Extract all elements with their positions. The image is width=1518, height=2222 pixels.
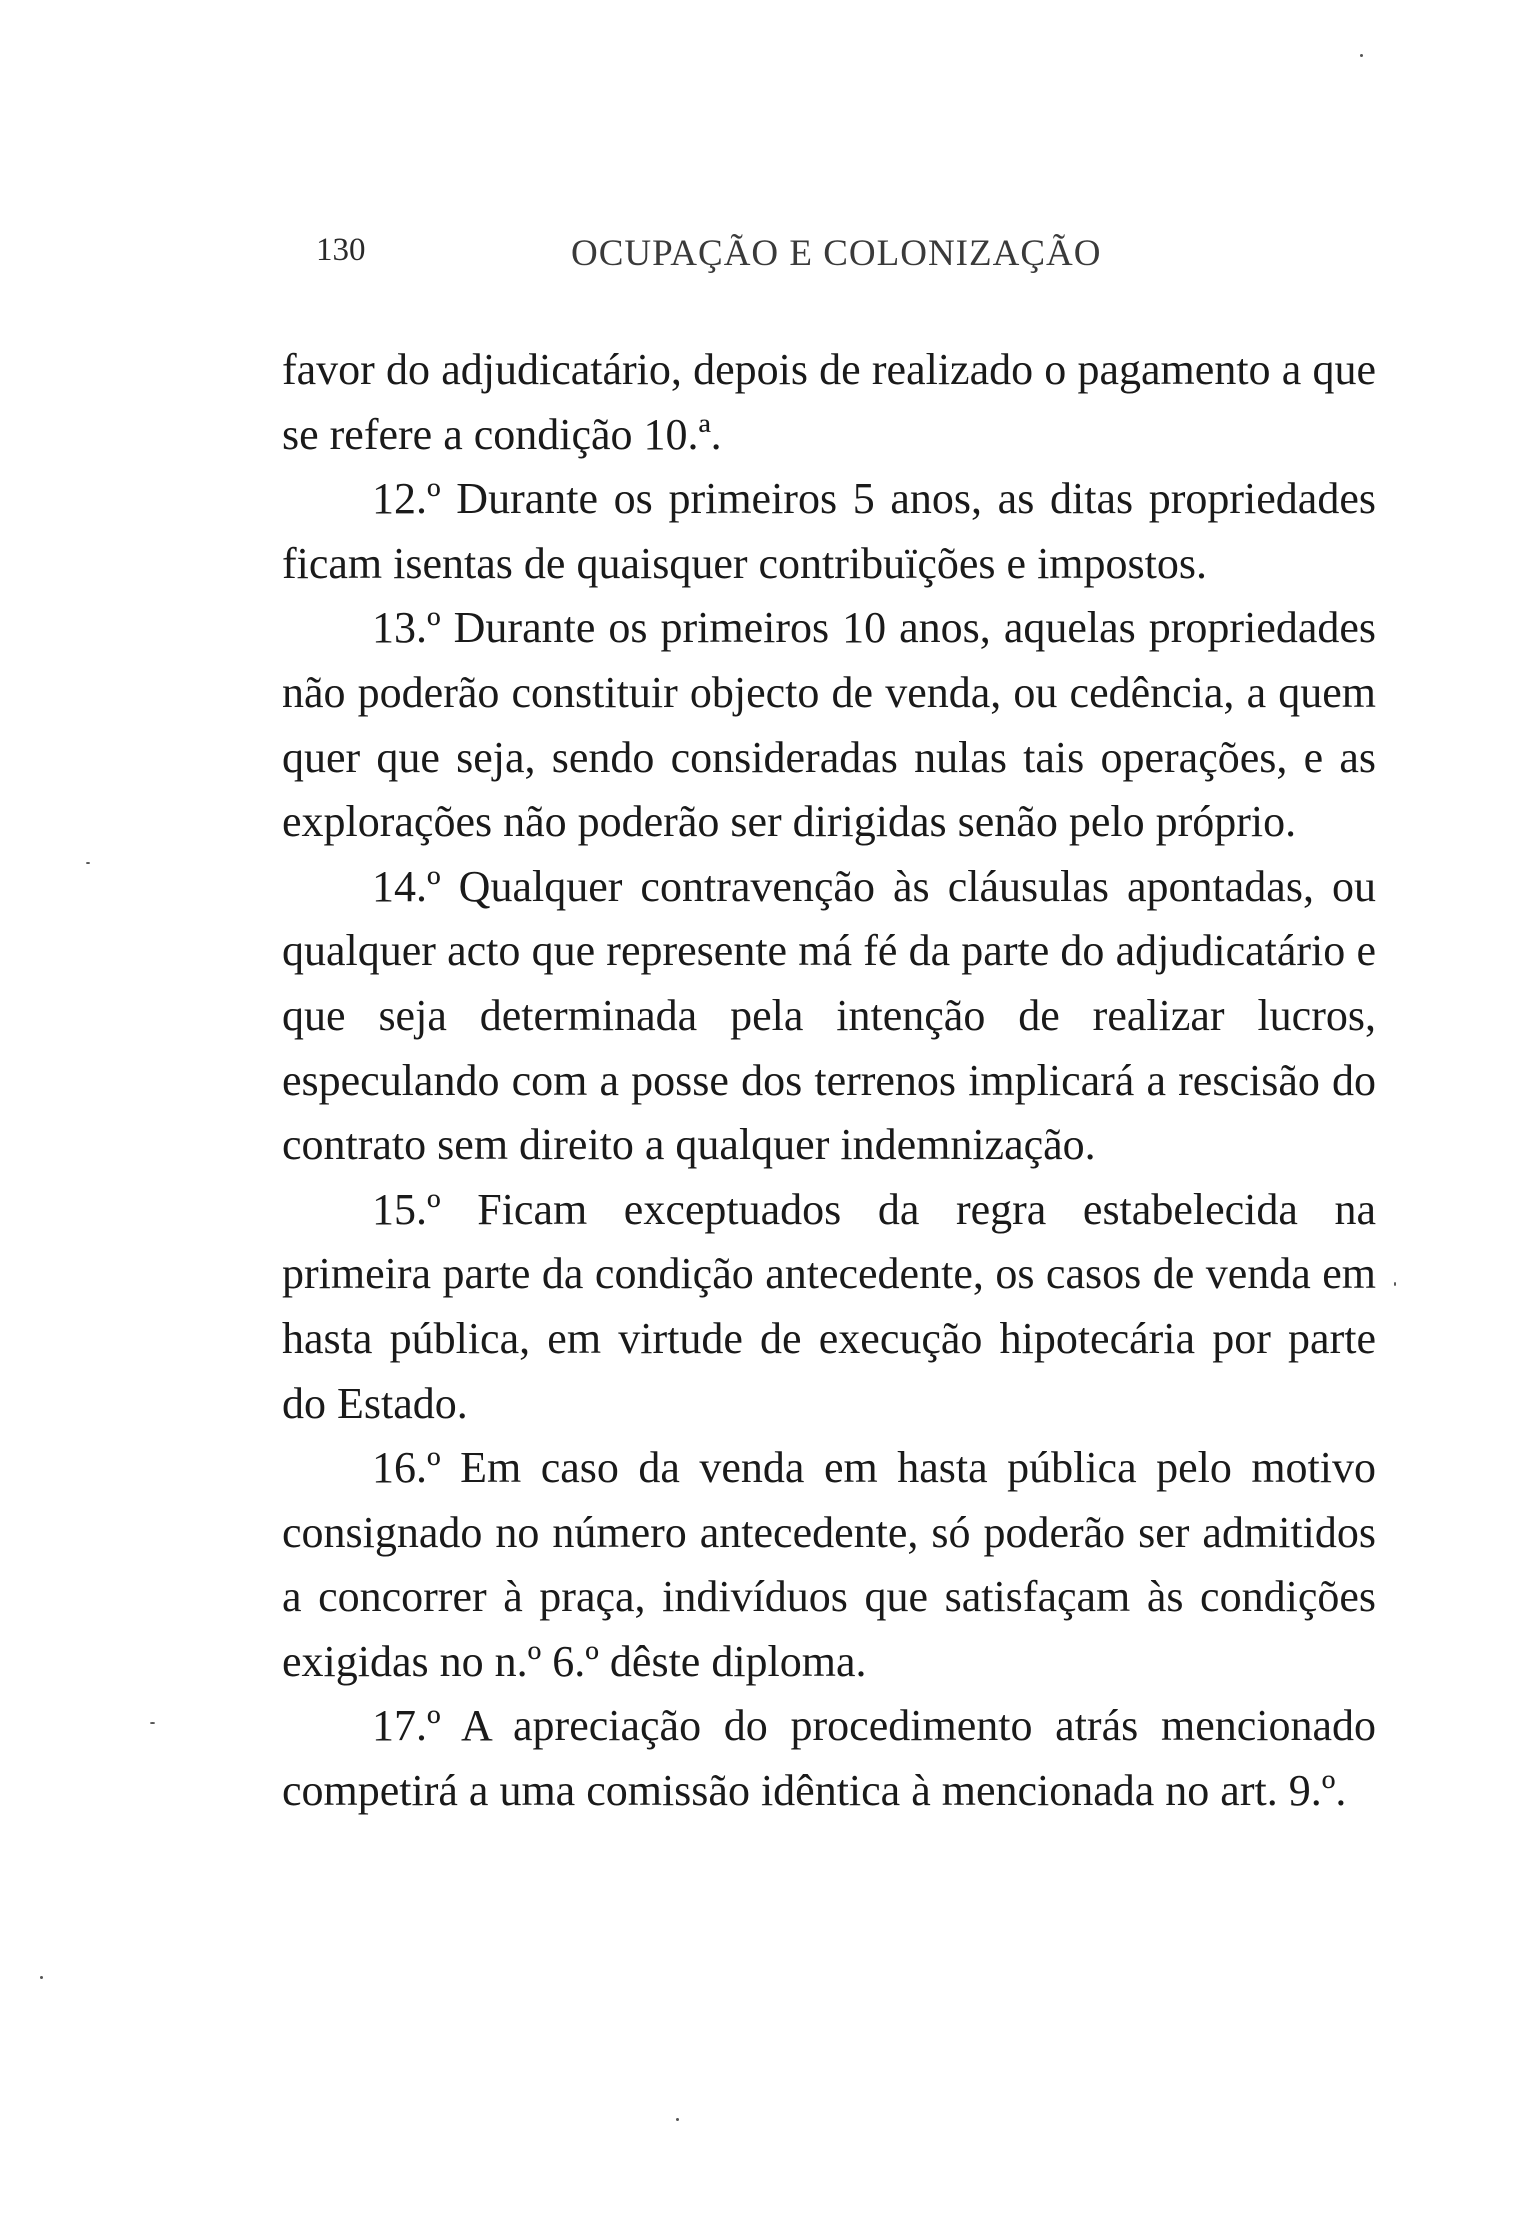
paragraph-condition-13: 13.º Durante os primeiros 10 anos, aquelas propriedades não poderão constituir objecto de venda, ou cedência, a quem quer que seja, sendo consideradas nulas tais operações, e as explorações não poderão ser dirigidas senão pelo próprio. <box>282 603 1376 847</box>
scan-speck <box>150 1722 155 1724</box>
paragraph-condition-17: 17.º A apreciação do procedimento atrás mencionado competirá a uma comissão idêntica à mencionada no art. 9.º. <box>282 1701 1376 1816</box>
paragraph-condition-16: 16.º Em caso da venda em hasta pública pelo motivo consignado no número antecedente, só poderão ser admitidos a concorrer à praça, indivíduos que satisfaçam às condições exigidas no n.º 6.º dêste diploma. <box>282 1443 1376 1686</box>
scan-speck <box>40 1976 43 1979</box>
paragraph-continuation: favor do adjudicatário, depois de realizado o pagamento a que se refere a condição 10.ª. <box>282 345 1376 459</box>
body-text <box>282 338 1376 1824</box>
page-number: 130 <box>316 232 366 268</box>
scan-speck <box>676 2118 679 2121</box>
running-title: OCUPAÇÃO E COLONIZAÇÃO <box>571 233 1102 274</box>
scan-speck <box>1394 1282 1396 1286</box>
page-header <box>316 232 1366 292</box>
scan-speck <box>1360 54 1363 57</box>
paragraph-condition-12: 12.º Durante os primeiros 5 anos, as ditas propriedades ficam isentas de quaisquer contribuïções e impostos. <box>282 474 1376 588</box>
scan-speck <box>86 862 90 864</box>
paragraph-condition-14: 14.º Qualquer contravenção às cláusulas apontadas, ou qualquer acto que represente má fé da parte do adjudicatário e que seja determinada pela intenção de realizar lucros, especulando com a posse dos terrenos implicará a rescisão do contrato sem direito a qualquer indemnização. <box>282 861 1376 1170</box>
paragraph-condition-15: 15.º Ficam exceptuados da regra estabelecida na primeira parte da condição antecedente, os casos de venda em hasta pública, em virtude de execução hipotecária por parte do Estado. <box>282 1184 1376 1428</box>
